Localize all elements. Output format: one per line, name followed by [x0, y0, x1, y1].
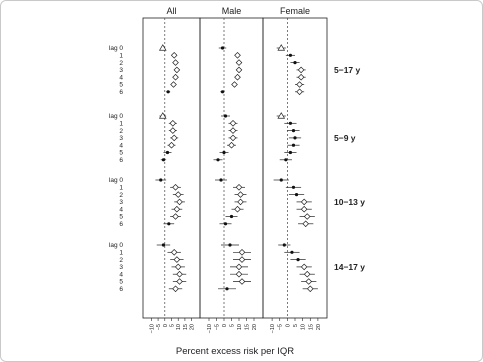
- point-estimate-dot: [289, 151, 292, 154]
- point-estimate-dot: [293, 136, 296, 139]
- row-label: 4: [119, 74, 123, 82]
- point-estimate-dot: [292, 129, 295, 132]
- panel-title-all: All: [166, 6, 177, 16]
- panel-title-female: Female: [279, 6, 311, 16]
- point-estimate-diamond: [235, 74, 241, 80]
- row-label: 3: [119, 199, 123, 207]
- x-tick-label: 5: [229, 324, 236, 328]
- x-tick-label: 10: [176, 324, 183, 331]
- row-label: 2: [119, 59, 123, 67]
- point-estimate-diamond: [238, 192, 244, 198]
- row-label: 6: [119, 221, 123, 228]
- point-estimate-diamond: [174, 67, 180, 73]
- point-estimate-diamond: [171, 135, 177, 141]
- x-tick-label: 20: [315, 324, 322, 331]
- x-tick-label: −10: [270, 324, 277, 334]
- point-estimate-dot: [230, 215, 233, 218]
- row-label: 2: [119, 191, 123, 199]
- x-tick-label: −5: [277, 324, 284, 331]
- point-estimate-diamond: [301, 199, 307, 205]
- point-estimate-diamond: [297, 89, 303, 95]
- group-label: 5−17 y: [334, 64, 361, 75]
- point-estimate-dot: [293, 61, 296, 64]
- group-label: 5−9 y: [334, 132, 356, 143]
- point-estimate-diamond: [175, 192, 181, 198]
- point-estimate-diamond: [304, 271, 310, 277]
- x-tick-label: −5: [214, 324, 221, 331]
- x-tick-label: 5: [293, 324, 299, 328]
- x-tick-label: 15: [244, 324, 251, 331]
- point-estimate-diamond: [235, 206, 241, 212]
- point-estimate-diamond: [303, 221, 309, 227]
- row-label: 6: [119, 89, 123, 96]
- point-estimate-dot: [216, 158, 219, 161]
- point-estimate-diamond: [298, 67, 304, 73]
- x-tick-label: −10: [207, 324, 213, 334]
- row-label: 3: [119, 135, 123, 143]
- point-estimate-diamond: [177, 271, 183, 277]
- point-estimate-diamond: [238, 199, 244, 205]
- point-estimate-dot: [162, 158, 165, 161]
- point-estimate-dot: [166, 151, 169, 154]
- point-estimate-diamond: [235, 53, 241, 59]
- point-estimate-diamond: [236, 264, 242, 270]
- point-estimate-diamond: [174, 257, 180, 263]
- point-estimate-dot: [159, 178, 162, 181]
- row-label: 2: [119, 127, 123, 135]
- point-estimate-diamond: [173, 185, 179, 191]
- point-estimate-diamond: [230, 121, 236, 127]
- point-estimate-diamond: [175, 264, 181, 270]
- row-label: 3: [119, 264, 123, 272]
- point-estimate-dot: [296, 258, 299, 261]
- point-estimate-dot: [167, 90, 170, 93]
- x-tick-label: 15: [308, 324, 315, 331]
- x-tick-label: 20: [189, 324, 196, 331]
- x-tick-label: 10: [237, 324, 243, 331]
- point-estimate-dot: [221, 46, 224, 49]
- point-estimate-diamond: [169, 142, 175, 148]
- panel-frame-all: [143, 18, 200, 318]
- point-estimate-diamond: [239, 250, 245, 256]
- point-estimate-dot: [224, 114, 227, 117]
- row-label: lag 0: [108, 242, 123, 250]
- point-estimate-dot: [289, 54, 292, 57]
- point-estimate-diamond: [236, 60, 242, 66]
- row-label: 1: [119, 249, 123, 257]
- point-estimate-diamond: [301, 206, 307, 212]
- point-estimate-dot: [228, 243, 231, 246]
- x-tick-label: 0: [222, 324, 228, 328]
- row-label: 5: [119, 149, 123, 157]
- point-estimate-dot: [280, 178, 283, 181]
- point-estimate-diamond: [177, 199, 183, 205]
- point-estimate-diamond: [239, 257, 245, 263]
- row-label: 5: [119, 278, 123, 286]
- point-estimate-diamond: [171, 250, 177, 256]
- point-estimate-dot: [219, 178, 222, 181]
- panel-title-male: Male: [221, 6, 242, 16]
- point-estimate-diamond: [301, 264, 307, 270]
- point-estimate-diamond: [306, 279, 312, 285]
- point-estimate-diamond: [304, 214, 310, 220]
- row-label: 1: [119, 120, 123, 128]
- row-label: 4: [119, 142, 123, 150]
- point-estimate-triangle: [278, 45, 284, 50]
- group-label: 14−17 y: [334, 261, 365, 272]
- point-estimate-dot: [221, 90, 224, 93]
- point-estimate-diamond: [298, 74, 304, 80]
- point-estimate-diamond: [236, 67, 242, 73]
- point-estimate-dot: [224, 222, 227, 225]
- panel-frame-male: [200, 18, 263, 318]
- point-estimate-dot: [290, 251, 293, 254]
- row-label: 4: [119, 206, 123, 214]
- group-label: 10−13 y: [334, 196, 365, 207]
- point-estimate-diamond: [170, 121, 176, 127]
- x-tick-label: −10: [149, 324, 156, 334]
- point-estimate-dot: [167, 222, 170, 225]
- row-label: lag 0: [108, 45, 123, 53]
- point-estimate-dot: [283, 243, 286, 246]
- x-tick-label: 10: [300, 324, 307, 331]
- point-estimate-diamond: [173, 60, 179, 66]
- point-estimate-diamond: [171, 53, 177, 59]
- x-tick-label: 0: [285, 324, 292, 328]
- point-estimate-diamond: [232, 82, 238, 88]
- x-tick-label: −5: [156, 324, 163, 331]
- point-estimate-diamond: [307, 286, 313, 292]
- point-estimate-dot: [289, 122, 292, 125]
- point-estimate-diamond: [230, 135, 236, 141]
- point-estimate-diamond: [239, 279, 245, 285]
- x-tick-label: 15: [182, 324, 189, 331]
- x-tick-label: 0: [162, 324, 169, 328]
- point-estimate-diamond: [170, 128, 176, 134]
- row-label: 1: [119, 184, 123, 192]
- row-label: 5: [119, 81, 123, 89]
- point-estimate-diamond: [297, 82, 303, 88]
- row-label: 6: [119, 157, 123, 164]
- point-estimate-diamond: [230, 128, 236, 134]
- point-estimate-diamond: [173, 286, 179, 292]
- point-estimate-diamond: [236, 185, 242, 191]
- point-estimate-dot: [284, 158, 287, 161]
- point-estimate-diamond: [174, 206, 180, 212]
- row-label: 2: [119, 256, 123, 264]
- point-estimate-dot: [222, 151, 225, 154]
- x-tick-label: 5: [169, 324, 176, 328]
- row-label: lag 0: [108, 177, 123, 185]
- point-estimate-dot: [295, 193, 298, 196]
- point-estimate-triangle: [278, 113, 284, 118]
- x-tick-label: 20: [252, 324, 258, 331]
- point-estimate-diamond: [171, 82, 177, 88]
- point-estimate-diamond: [173, 214, 179, 220]
- x-axis-title: Percent excess risk per IQR: [175, 346, 295, 357]
- point-estimate-diamond: [173, 74, 179, 80]
- row-label: 1: [119, 52, 123, 60]
- row-label: 6: [119, 286, 123, 293]
- point-estimate-dot: [225, 287, 228, 290]
- row-label: 4: [119, 271, 123, 279]
- point-estimate-diamond: [177, 279, 183, 285]
- point-estimate-diamond: [236, 271, 242, 277]
- point-estimate-dot: [292, 144, 295, 147]
- point-estimate-dot: [162, 243, 165, 246]
- point-estimate-dot: [292, 186, 295, 189]
- row-label: lag 0: [108, 113, 123, 121]
- point-estimate-diamond: [229, 142, 235, 148]
- row-label: 5: [119, 213, 123, 221]
- row-label: 3: [119, 67, 123, 75]
